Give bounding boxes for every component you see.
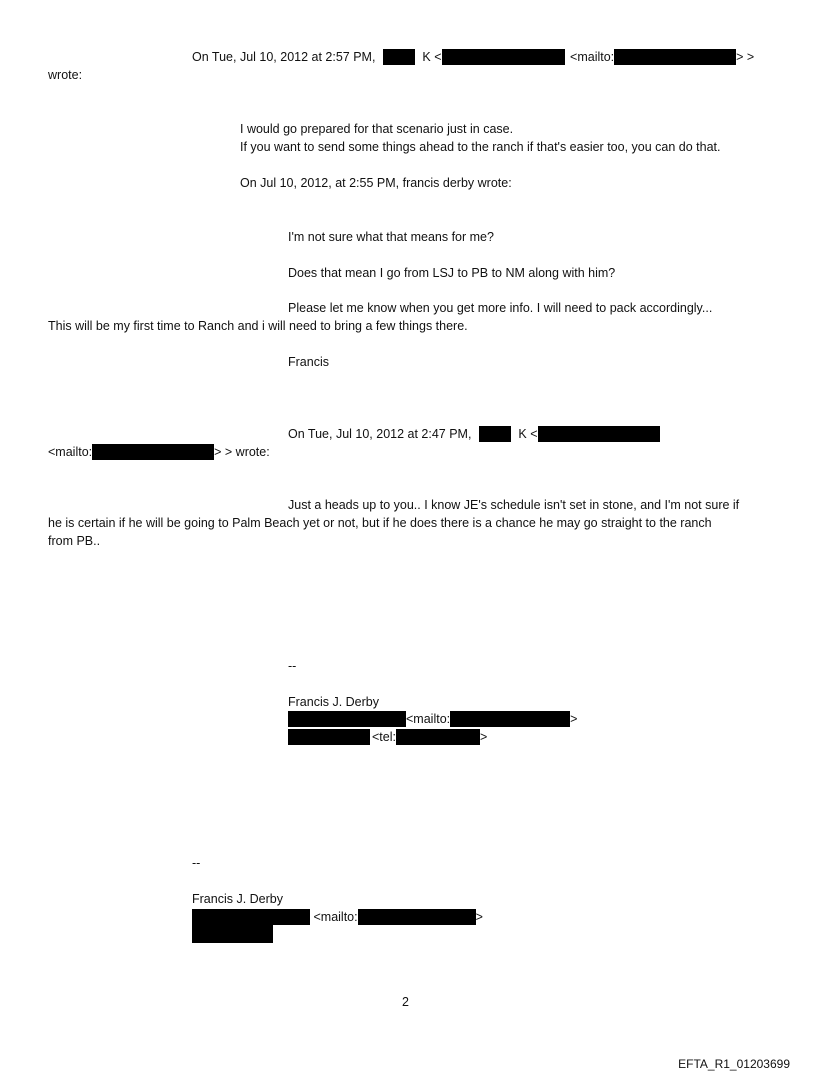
quote-attribution: On Jul 10, 2012, at 2:55 PM, francis derby wrote: bbox=[240, 176, 512, 190]
reply-line: This will be my first time to Ranch and i will need to bring a few things there. bbox=[48, 319, 468, 333]
outer-header-k: K < bbox=[422, 50, 442, 64]
signature-name: Francis J. Derby bbox=[288, 695, 379, 709]
reply-line: Does that mean I go from LSJ to PB to NM along with him? bbox=[288, 266, 616, 280]
reply-line: I'm not sure what that means for me? bbox=[288, 230, 494, 244]
inner-reply-header bbox=[288, 426, 660, 442]
redacted-phone bbox=[396, 729, 480, 745]
redacted-phone bbox=[192, 925, 273, 943]
outer-header-wrote: wrote: bbox=[48, 68, 83, 82]
signature-gt: > bbox=[479, 730, 488, 744]
outer-reply-header bbox=[192, 49, 754, 65]
signature-phone-line bbox=[288, 729, 487, 745]
signature-name: Francis J. Derby bbox=[192, 892, 283, 906]
reply-line: If you want to send some things ahead to the ranch if that's easier too, you can do that. bbox=[240, 140, 721, 154]
inner-header-k: K < bbox=[518, 427, 538, 441]
redacted-email bbox=[358, 909, 476, 925]
document-id: EFTA_R1_01203699 bbox=[678, 1057, 790, 1071]
inner-header-mailto: <mailto: bbox=[48, 445, 93, 459]
redacted-email bbox=[442, 49, 565, 65]
original-line: he is certain if he will be going to Palm Beach yet or not, but if he does there is a chance he may go straight to the ranch bbox=[48, 516, 712, 530]
outer-header-close: > > bbox=[736, 50, 755, 64]
inner-header-mailto-line bbox=[48, 444, 270, 460]
inner-header-date: On Tue, Jul 10, 2012 at 2:47 PM, bbox=[288, 427, 472, 441]
original-line: Just a heads up to you.. I know JE's schedule isn't set in stone, and I'm not sure if bbox=[288, 498, 740, 512]
inner-header-close: > > wrote: bbox=[214, 445, 270, 459]
redacted-name bbox=[383, 49, 415, 65]
signature-email-line bbox=[288, 711, 577, 727]
redacted-email bbox=[192, 909, 310, 925]
reply-signoff: Francis bbox=[288, 355, 329, 369]
signature-gt: > bbox=[475, 910, 483, 924]
signature-mailto: <mailto: bbox=[406, 712, 451, 726]
outer-header-mailto: <mailto: bbox=[570, 50, 615, 64]
original-line: from PB.. bbox=[48, 534, 101, 548]
redacted-email bbox=[450, 711, 570, 727]
redacted-email bbox=[538, 426, 660, 442]
reply-line: I would go prepared for that scenario just in case. bbox=[240, 122, 514, 136]
signature-email-line bbox=[192, 909, 483, 925]
signature-tel: <tel: bbox=[372, 730, 396, 744]
redacted-name bbox=[479, 426, 511, 442]
signature-separator: -- bbox=[288, 659, 297, 673]
outer-header-date: On Tue, Jul 10, 2012 at 2:57 PM, bbox=[192, 50, 376, 64]
redacted-phone bbox=[288, 729, 370, 745]
page-number: 2 bbox=[402, 995, 409, 1009]
redacted-email bbox=[288, 711, 406, 727]
redacted-email bbox=[92, 444, 214, 460]
signature-separator: -- bbox=[192, 856, 201, 870]
signature-mailto: <mailto: bbox=[313, 910, 358, 924]
redacted-email bbox=[614, 49, 736, 65]
reply-line: Please let me know when you get more info. I will need to pack accordingly... bbox=[288, 301, 713, 315]
signature-gt: > bbox=[570, 712, 578, 726]
